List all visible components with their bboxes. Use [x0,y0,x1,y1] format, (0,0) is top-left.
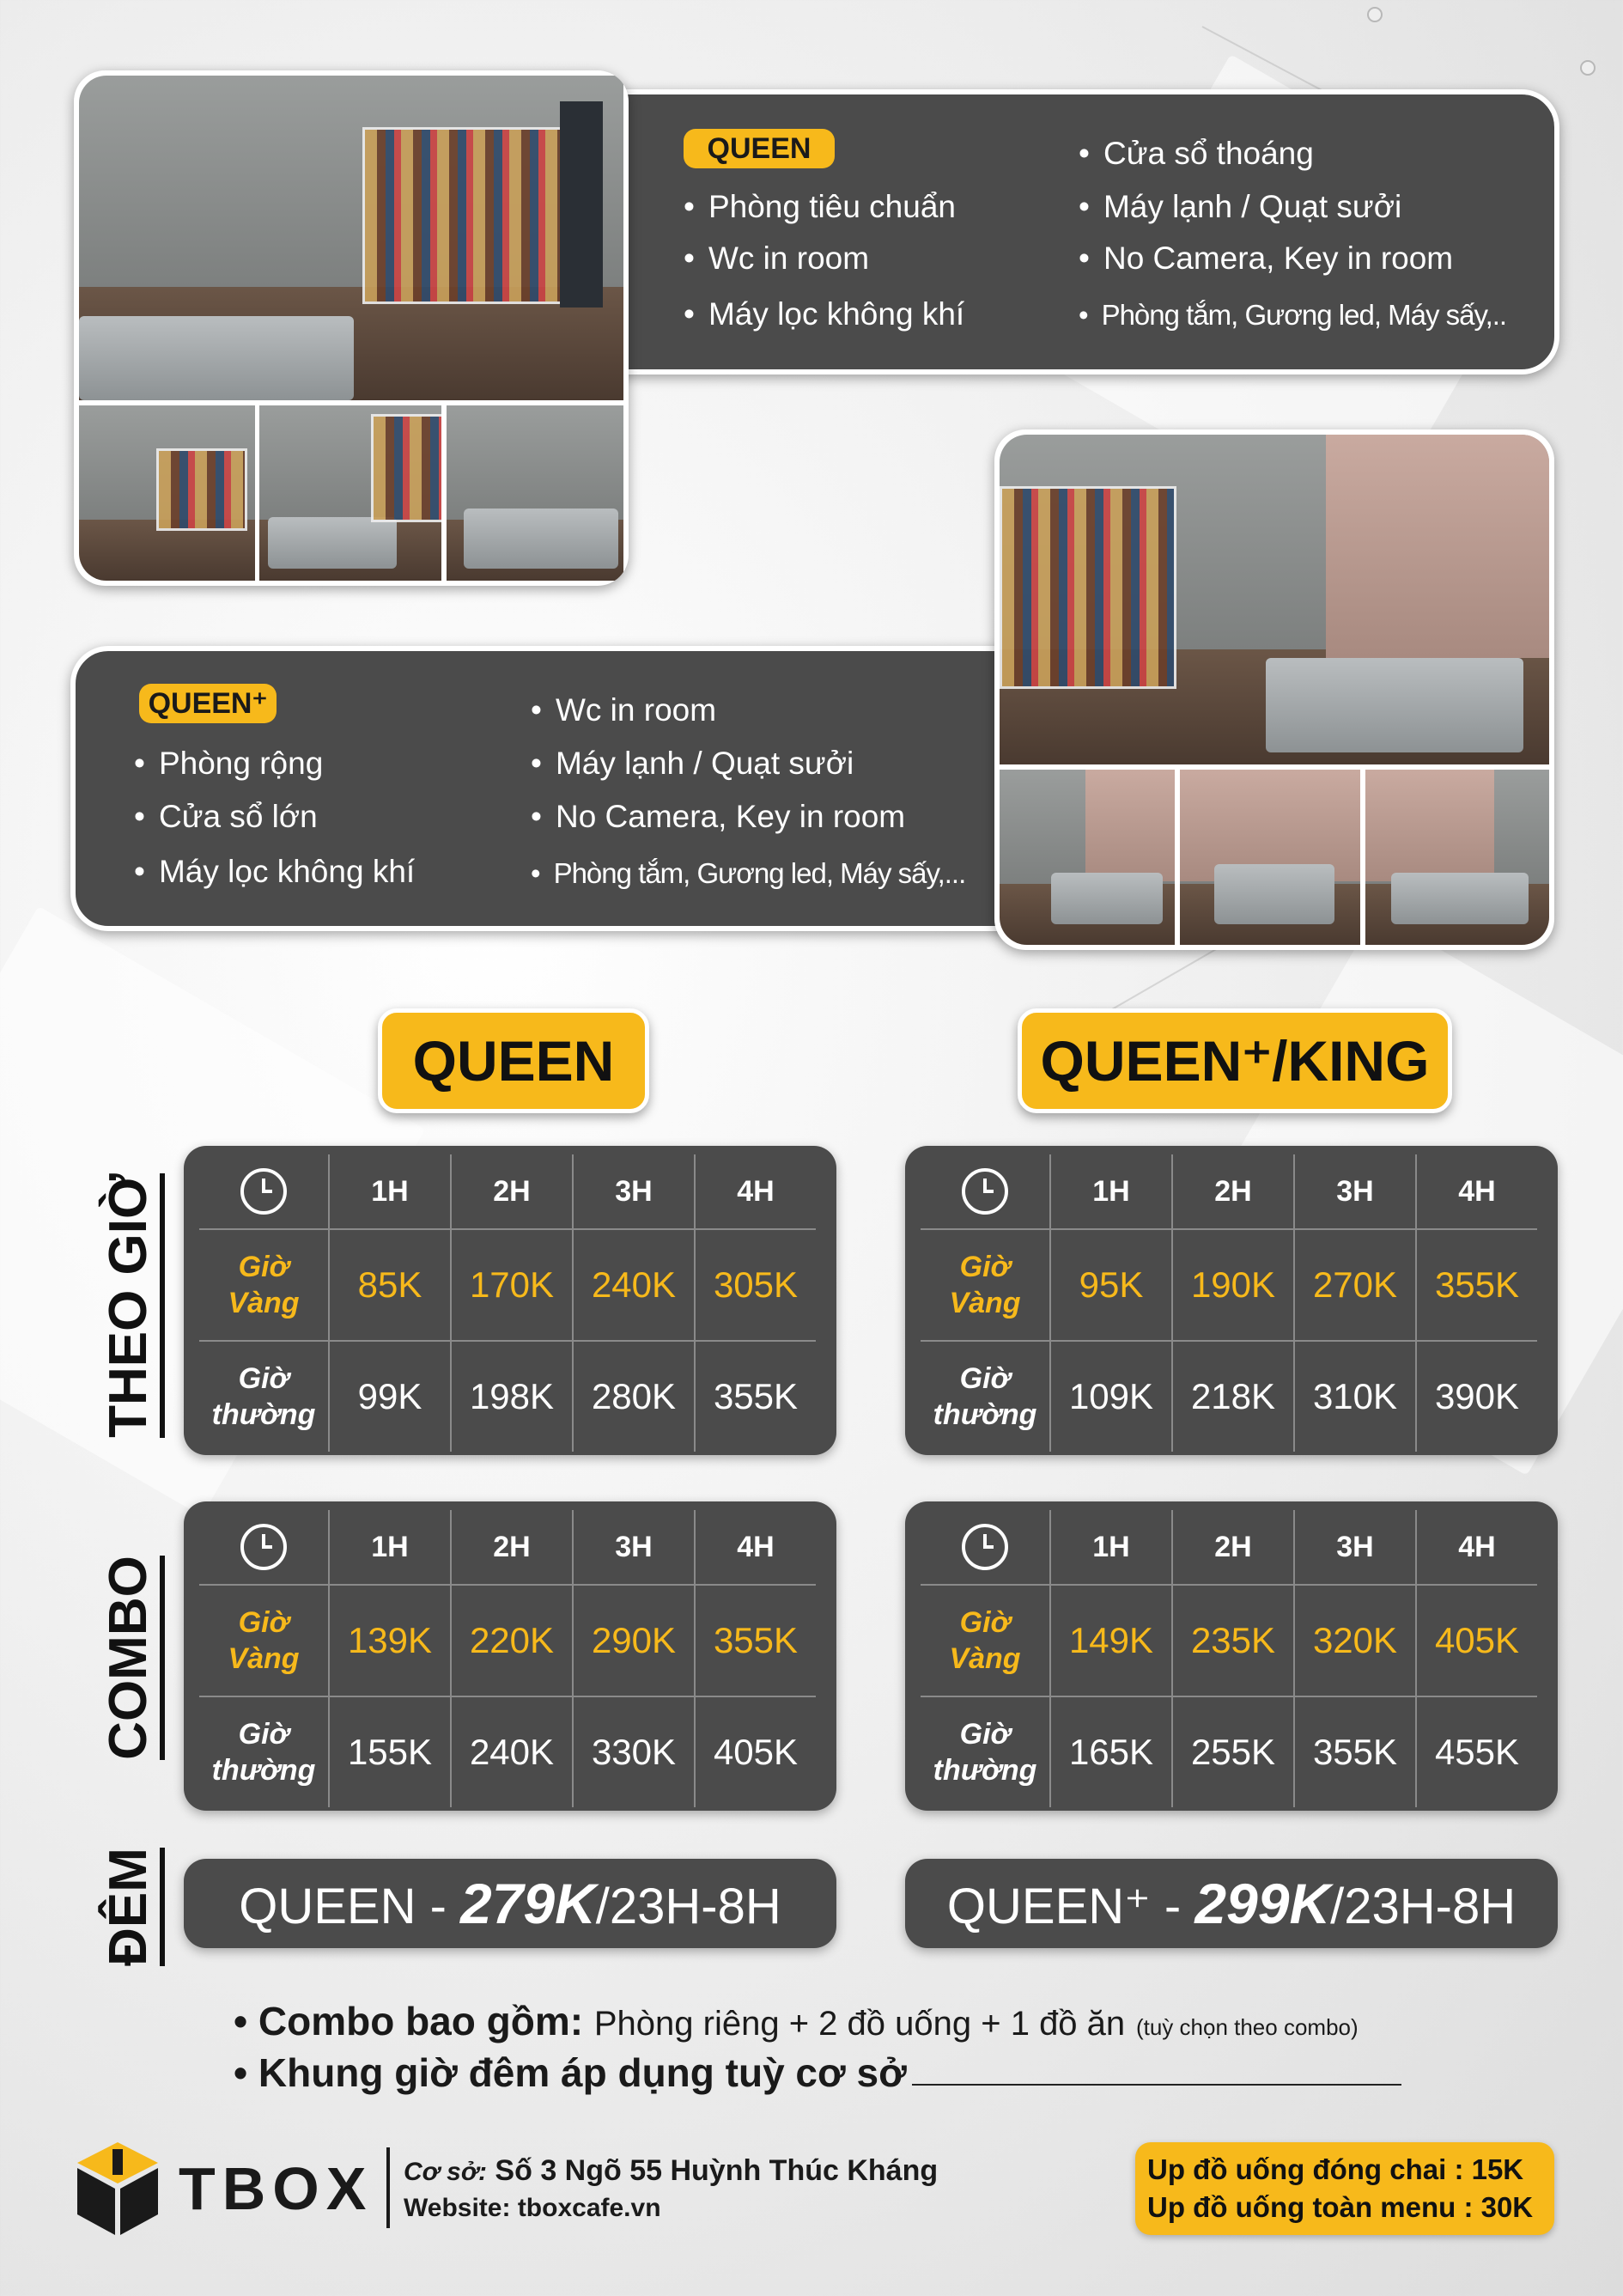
queen-plus-feature: • Cửa sổ lớn [134,799,318,835]
price-cell: 235K [1172,1585,1294,1696]
clock-cell [199,1154,329,1229]
price-cell: 330K [573,1696,695,1807]
clock-icon [962,1524,1008,1570]
gold-hour-label: Giờ Vàng [199,1229,329,1341]
queen-feature: • Phòng tiêu chuẩn [684,189,956,225]
price-cell: 405K [1416,1585,1537,1696]
price-table [921,1510,1537,1807]
queen-feature: • Cửa sổ thoáng [1079,136,1314,172]
price-cell: 310K [1294,1341,1416,1452]
queen-plus-feature: • Wc in room [531,692,716,728]
address-line: Cơ sở: Số 3 Ngõ 55 Huỳnh Thúc Kháng [404,2154,939,2187]
price-cell: 270K [1294,1229,1416,1341]
king-night-price: QUEEN⁺ - 299K/23H-8H [905,1859,1558,1948]
column-header: 4H [695,1510,816,1585]
queen-plus-main-photo [1000,435,1549,764]
brand-name: TBOX [179,2155,374,2222]
queen-plus-feature-card [70,646,1025,931]
price-cell: 355K [1416,1229,1537,1341]
price-cell: 218K [1172,1341,1294,1452]
clock-icon [240,1168,287,1215]
queen-feature: • No Camera, Key in room [1079,241,1453,277]
column-header: 1H [329,1154,451,1229]
footer-separator [386,2147,390,2228]
queen-plus-tag: QUEEN⁺ [139,684,277,723]
section-label-combo: COMBO [94,1546,163,1769]
background-dot [1367,7,1383,22]
column-header: 4H [1416,1154,1537,1229]
queen-night-price: QUEEN - 279K/23H-8H [184,1859,836,1948]
price-table [199,1510,816,1807]
column-header: 4H [1416,1510,1537,1585]
queen-price-title: QUEEN [378,1008,649,1113]
column-header: 1H [1050,1154,1172,1229]
price-cell: 355K [1294,1696,1416,1807]
website-line: Website: tboxcafe.vn [404,2194,661,2222]
queen-plus-feature: • Phòng rộng [134,746,323,782]
normal-hour-label: Giờ thường [921,1341,1050,1452]
queen-plus-feature: • Máy lạnh / Quạt sưởi [531,746,854,782]
price-cell: 190K [1172,1229,1294,1341]
price-cell: 99K [329,1341,451,1452]
price-table [921,1154,1537,1452]
price-cell: 109K [1050,1341,1172,1452]
combo-note: • Combo bao gồm: Phòng riêng + 2 đồ uống + 1 đồ ăn (tuỳ chọn theo combo) [234,1999,1359,2043]
gold-hour-label: Giờ Vàng [921,1585,1050,1696]
queen-plus-thumb [1000,770,1175,945]
price-cell: 355K [695,1341,816,1452]
section-label-night: ĐÊM [94,1830,163,1984]
price-cell: 280K [573,1341,695,1452]
price-cell: 155K [329,1696,451,1807]
column-header: 3H [1294,1154,1416,1229]
price-cell: 255K [1172,1696,1294,1807]
price-cell: 165K [1050,1696,1172,1807]
column-header: 3H [573,1510,695,1585]
column-header: 2H [1172,1154,1294,1229]
queen-plus-feature: • Máy lọc không khí [134,854,415,890]
column-header: 3H [1294,1510,1416,1585]
price-cell: 149K [1050,1585,1172,1696]
upsell-bottle: Up đồ uống đóng chai : 15K [1147,2153,1524,2185]
price-cell: 305K [695,1229,816,1341]
section-label-hourly: THEO GIỜ [94,1151,163,1460]
queen-plus-feature: • No Camera, Key in room [531,799,905,835]
column-header: 2H [451,1510,573,1585]
column-header: 3H [573,1154,695,1229]
price-cell: 290K [573,1585,695,1696]
night-rule-note: • Khung giờ đêm áp dụng tuỳ cơ sở [234,2050,907,2095]
price-table [199,1154,816,1452]
queen-hourly-table [184,1146,836,1455]
clock-icon [240,1524,287,1570]
queen-feature: • Phòng tắm, Gương led, Máy sấy,.. [1079,299,1506,332]
price-cell: 95K [1050,1229,1172,1341]
price-cell: 390K [1416,1341,1537,1452]
divider-line [912,2084,1401,2086]
king-hourly-table [905,1146,1558,1455]
price-cell: 455K [1416,1696,1537,1807]
column-header: 2H [451,1154,573,1229]
queen-room-thumb [259,405,441,581]
queen-feature-card [601,89,1559,375]
queen-plus-thumb [1365,770,1549,945]
clock-cell [199,1510,329,1585]
price-cell: 355K [695,1585,816,1696]
king-combo-table [905,1501,1558,1811]
upsell-menu: Up đồ uống toàn menu : 30K [1147,2191,1534,2223]
upsell-box [1135,2142,1554,2235]
price-cell: 320K [1294,1585,1416,1696]
normal-hour-label: Giờ thường [199,1696,329,1807]
queen-plus-thumb [1180,770,1360,945]
queen-feature: • Wc in room [684,241,869,277]
column-header: 4H [695,1154,816,1229]
column-header: 1H [1050,1510,1172,1585]
queen-room-thumb [447,405,623,581]
queen-room-thumb [79,405,255,581]
queen-plus-room-photos [994,429,1554,950]
column-header: 1H [329,1510,451,1585]
background-dot [1580,60,1596,76]
queen-feature: • Máy lạnh / Quạt sưởi [1079,189,1401,225]
normal-hour-label: Giờ thường [199,1341,329,1452]
price-cell: 405K [695,1696,816,1807]
queen-feature: • Máy lọc không khí [684,296,964,332]
clock-icon [962,1168,1008,1215]
price-cell: 198K [451,1341,573,1452]
gold-hour-label: Giờ Vàng [921,1229,1050,1341]
clock-cell [921,1510,1050,1585]
price-cell: 240K [451,1696,573,1807]
queen-plus-feature: • Phòng tắm, Gương led, Máy sấy,... [531,857,965,890]
king-price-title: QUEEN⁺/KING [1018,1008,1452,1113]
price-cell: 170K [451,1229,573,1341]
price-cell: 220K [451,1585,573,1696]
queen-room-photos [74,70,629,586]
price-cell: 240K [573,1229,695,1341]
column-header: 2H [1172,1510,1294,1585]
price-cell: 85K [329,1229,451,1341]
gold-hour-label: Giờ Vàng [199,1585,329,1696]
clock-cell [921,1154,1050,1229]
price-cell: 139K [329,1585,451,1696]
tbox-cube-logo [72,2139,163,2238]
queen-room-main-photo [79,76,623,400]
normal-hour-label: Giờ thường [921,1696,1050,1807]
queen-tag: QUEEN [684,129,835,168]
queen-combo-table [184,1501,836,1811]
